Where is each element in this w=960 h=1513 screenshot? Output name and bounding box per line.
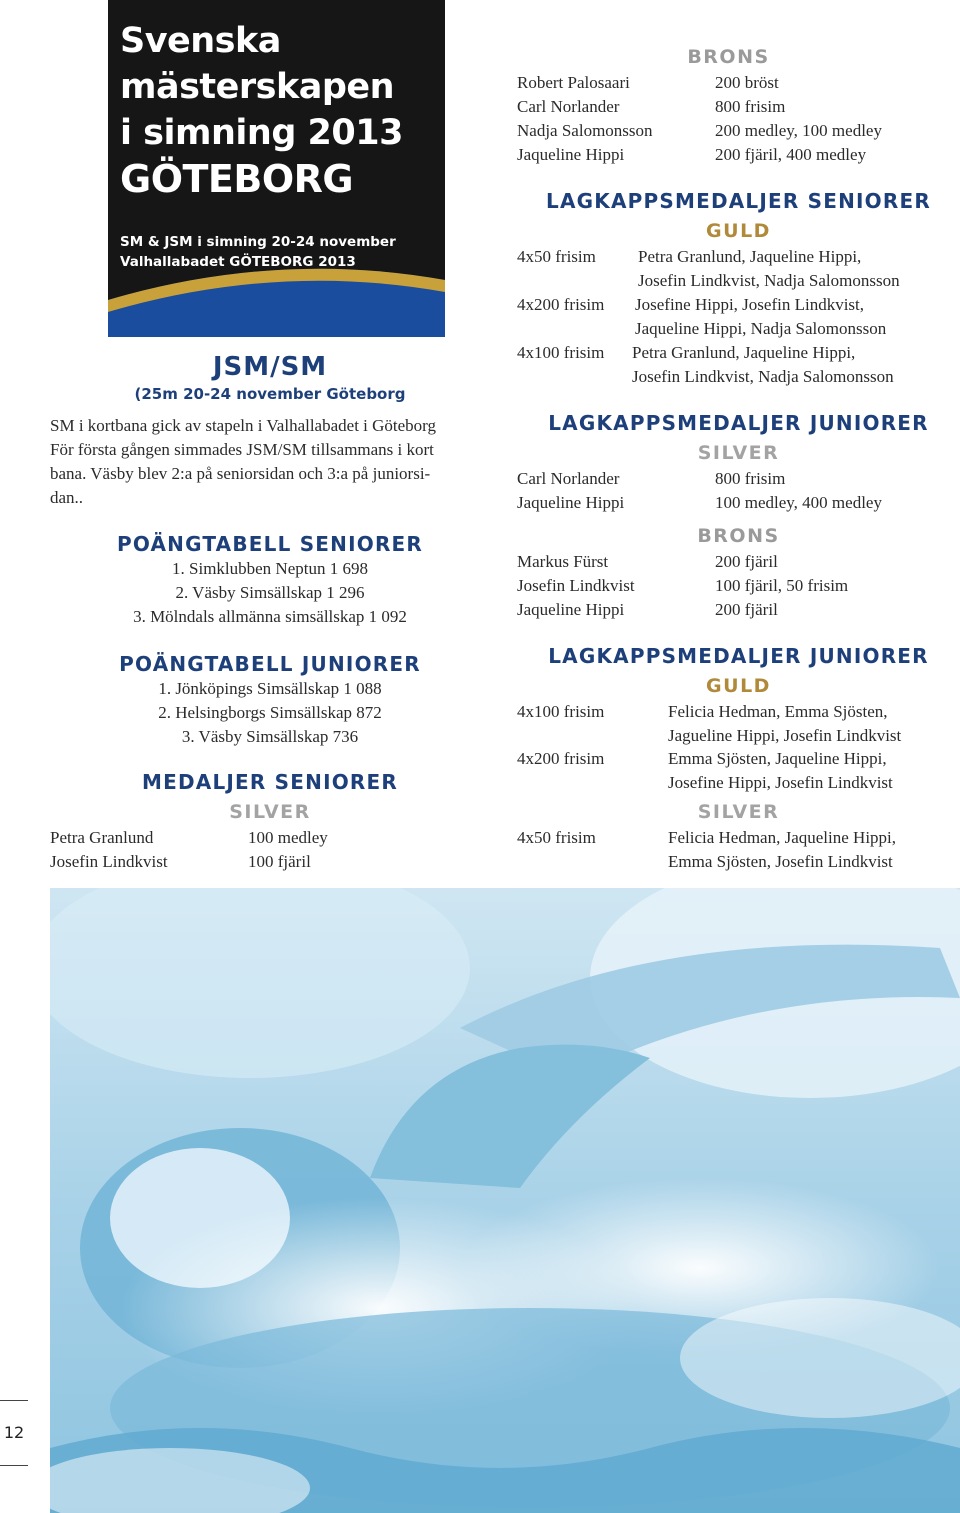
relay-team-line: Jaqueline Hippi, Nadja Salomonsson (635, 319, 887, 338)
silver-label: SILVER (697, 801, 780, 823)
junior-silver-events (715, 467, 882, 515)
page-number: 12 (0, 1400, 28, 1466)
brons-label: BRONS (687, 46, 770, 68)
relay-team-line: Petra Granlund, Jaqueline Hippi, (632, 343, 856, 362)
event-logo (108, 0, 445, 337)
relay-event: 4x100 frisim (517, 343, 605, 362)
medals-senior-silver-names (50, 826, 168, 874)
intro-line: SM i kortbana gick av stapeln i Valhallabadet i Göteborg (50, 416, 437, 435)
relay-team-line: Felicia Hedman, Emma Sjösten, (668, 702, 888, 721)
intro-line: För första gången simmades JSM/SM tillsammans i kort (50, 440, 434, 459)
logo-line-2: mästerskapen (120, 67, 395, 107)
logo-sub-1: SM & JSM i simning 20-24 november (120, 234, 396, 250)
event-name: 200 fjäril, 400 medley (715, 145, 867, 164)
points-junior-list (50, 677, 490, 749)
relay-team (638, 245, 900, 293)
event-name: 100 medley (248, 828, 328, 847)
silver-label: SILVER (229, 801, 311, 823)
guld-label: GULD (706, 675, 771, 697)
relay-event: 4x50 frisim (517, 247, 596, 266)
relay-event: 4x50 frisim (517, 828, 596, 847)
points-senior-list (50, 557, 490, 629)
relay-team (632, 341, 894, 389)
intro-line: bana. Väsby blev 2:a på seniorsidan och 3:a på juniorsi- (50, 464, 431, 483)
event-name: 100 fjäril (248, 852, 311, 871)
event-name: 100 medley, 400 medley (715, 493, 882, 512)
relay-team-line: Emma Sjösten, Josefin Lindkvist (668, 852, 893, 871)
event-name: 200 fjäril (715, 600, 778, 619)
swimmer-photo (50, 888, 960, 1513)
relay-junior-heading-2: LAGKAPPSMEDALJER JUNIORER (548, 644, 929, 668)
athlete-name: Josefin Lindkvist (517, 576, 635, 595)
brons-label: BRONS (697, 525, 780, 547)
points-senior-heading: POÄNGTABELL SENIORER (116, 532, 424, 556)
intro-line: dan.. (50, 488, 84, 507)
guld-label: GULD (706, 220, 771, 242)
athlete-name: Robert Palosaari (517, 73, 630, 92)
silver-label: SILVER (697, 442, 780, 464)
medals-senior-silver-events (248, 826, 328, 874)
athlete-name: Jaqueline Hippi (517, 600, 625, 619)
logo-sub-2: Valhallabadet GÖTEBORG 2013 (120, 254, 356, 270)
relay-team-line: Jagueline Hippi, Josefin Lindkvist (668, 726, 902, 745)
athlete-name: Carl Norlander (517, 97, 620, 116)
logo-line-1: Svenska (120, 21, 281, 61)
athlete-name: Nadja Salomonsson (517, 121, 653, 140)
athlete-name: Jaqueline Hippi (517, 145, 625, 164)
intro-paragraph (50, 414, 436, 510)
medals-senior-heading: MEDALJER SENIORER (142, 770, 398, 794)
relay-team-line: Josefine Hippi, Josefin Lindkvist (668, 773, 893, 792)
event-name: 200 bröst (715, 73, 779, 92)
relay-team (668, 747, 893, 795)
athlete-name: Jaqueline Hippi (517, 493, 625, 512)
medals-senior-brons-names (517, 71, 653, 167)
relay-junior-heading: LAGKAPPSMEDALJER JUNIORER (548, 411, 929, 435)
relay-event: 4x100 frisim (517, 702, 605, 721)
list-item: 2. Helsingborgs Simsällskap 872 (158, 703, 382, 722)
list-item: 1. Simklubben Neptun 1 698 (172, 559, 368, 578)
relay-team-line: Josefin Lindkvist, Nadja Salomonsson (638, 271, 900, 290)
athlete-name: Carl Norlander (517, 469, 620, 488)
page-subtitle: (25m 20-24 november Göteborg (134, 385, 406, 403)
relay-senior-heading: LAGKAPPSMEDALJER SENIORER (546, 189, 931, 213)
event-name: 800 frisim (715, 97, 786, 116)
points-junior-heading: POÄNGTABELL JUNIORER (119, 652, 421, 676)
logo-line-3: i simning 2013 (120, 113, 403, 153)
junior-silver-names (517, 467, 624, 515)
junior-brons-names (517, 550, 635, 622)
relay-team-line: Petra Granlund, Jaqueline Hippi, (638, 247, 862, 266)
athlete-name: Markus Fürst (517, 552, 609, 571)
relay-team-line: Emma Sjösten, Jaqueline Hippi, (668, 749, 887, 768)
athlete-name: Josefin Lindkvist (50, 852, 168, 871)
event-name: 800 frisim (715, 469, 786, 488)
relay-event: 4x200 frisim (517, 749, 605, 768)
event-name: 200 fjäril (715, 552, 778, 571)
relay-team-line: Josefine Hippi, Josefin Lindkvist, (635, 295, 865, 314)
event-name: 200 medley, 100 medley (715, 121, 882, 140)
relay-event: 4x200 frisim (517, 295, 605, 314)
athlete-name: Petra Granlund (50, 828, 154, 847)
relay-team (668, 826, 896, 874)
medals-senior-brons-events (715, 71, 882, 167)
relay-team-line: Josefin Lindkvist, Nadja Salomonsson (632, 367, 894, 386)
list-item: 3. Väsby Simsällskap 736 (181, 727, 359, 746)
page-title: JSM/SM (212, 352, 328, 382)
logo-line-4: GÖTEBORG (120, 157, 354, 201)
list-item: 2. Väsby Simsällskap 1 296 (175, 583, 365, 602)
relay-team (668, 700, 901, 748)
junior-brons-events (715, 550, 848, 622)
list-item: 1. Jönköpings Simsällskap 1 088 (158, 679, 382, 698)
event-name: 100 fjäril, 50 frisim (715, 576, 849, 595)
list-item: 3. Mölndals allmänna simsällskap 1 092 (133, 607, 407, 626)
relay-team (635, 293, 886, 341)
relay-team-line: Felicia Hedman, Jaqueline Hippi, (668, 828, 897, 847)
